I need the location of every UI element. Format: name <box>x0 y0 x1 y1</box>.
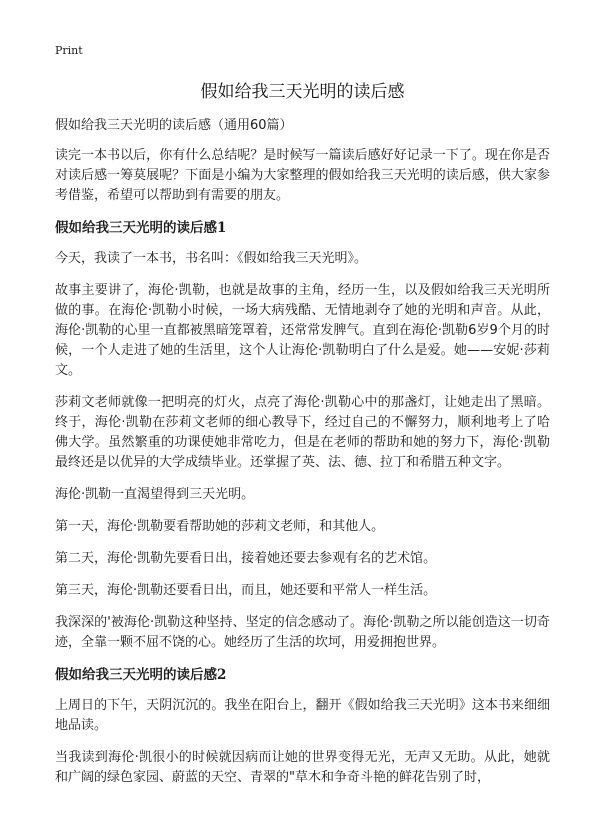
document-subtitle: 假如给我三天光明的读后感（通用60篇） <box>55 118 293 133</box>
paragraph: 第二天，海伦·凯勒先要看日出，接着她还要去参观有名的艺术馆。 <box>55 551 437 566</box>
paragraph: 海伦·凯勒一直渴望得到三天光明。 <box>55 487 255 502</box>
intro-paragraph: 读完一本书以后，你有什么总结呢？是时候写一篇读后感好好记录一下了。现在你是否对读后感一筹莫展呢？下面是小编为大家整理的假如给我三天光明的读后感，供大家参考借鉴，希望可以帮助到有需要的朋友。 <box>55 148 550 203</box>
paragraph: 上周日的下午，天阴沉沉的。我坐在阳台上，翻开《假如给我三天光明》这本书来细细地品读。 <box>55 698 550 733</box>
document-title: 假如给我三天光明的读后感 <box>200 82 405 102</box>
paragraph: 当我读到海伦·凯很小的时候就因病而让她的世界变得无光，无声又无助。从此，她就和广阔的绿色家园、蔚蓝的天空、青翠的"草木和争奇斗艳的鲜花告别了时， <box>55 750 550 785</box>
section-heading-1: 假如给我三天光明的读后感1 <box>55 220 227 236</box>
paragraph: 莎莉文老师就像一把明亮的灯火，点亮了海伦·凯勒心中的那盏灯，让她走出了黑暗。终于，海伦·凯勒在莎莉文老师的细心教导下，经过自己的不懈努力，顺利地考上了哈佛大学。虽然繁重的功课使她非常吃力，但是在老师的帮助和她的努力下，海伦·凯勒最终还是以优异的大学成绩毕业。还掌握了英、法、德、拉丁和希腊五种文字。 <box>55 395 550 470</box>
paragraph: 故事主要讲了，海伦·凯勒，也就是故事的主角，经历一生，以及假如给我三天光明所做的事。在海伦·凯勒小时候，一场大病残酷、无情地剥夺了她的光明和声音。从此，海伦·凯勒的心里一直都被黑暗笼罩着，还常常发脾气。直到在海伦·凯勒6岁9个月的时候，一个人走进了她的生活里，这个人让海伦·凯勒明白了什么是爱。她——安妮·莎莉文。 <box>55 283 550 378</box>
paragraph: 今天，我读了一本书，书名叫：《假如给我三天光明》。 <box>55 251 368 266</box>
section-heading-2: 假如给我三天光明的读后感2 <box>55 667 227 683</box>
print-link[interactable]: Print <box>55 44 83 57</box>
paragraph: 第一天，海伦·凯勒要看帮助她的莎莉文老师，和其他人。 <box>55 519 385 534</box>
paragraph: 第三天，海伦·凯勒还要看日出，而且，她还要和平常人一样生活。 <box>55 583 437 598</box>
paragraph: 我深深的'被海伦·凯勒这种坚持、坚定的信念感动了。海伦·凯勒之所以能创造这一切奇迹，全靠一颗不屈不饶的心。她经历了生活的坎坷，用爱拥抱世界。 <box>55 615 550 650</box>
